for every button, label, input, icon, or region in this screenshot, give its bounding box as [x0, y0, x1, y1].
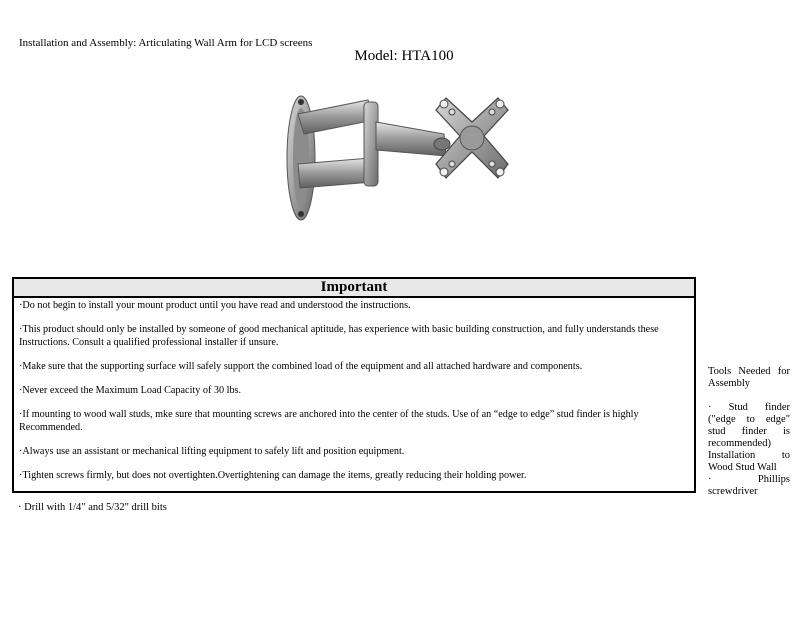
important-title: Important — [14, 279, 694, 298]
tools-heading: Tools Needed for Assembly — [708, 366, 790, 389]
important-item: ·Never exceed the Maximum Load Capacity of 30 lbs. — [19, 385, 242, 396]
tool-item: · Stud finder ("edge to edge" stud finder is recommended) Installation to Wood Stud Wall — [708, 402, 790, 473]
important-list — [14, 298, 694, 482]
tools-sidebar — [708, 366, 790, 498]
important-item: ·Make sure that the supporting surface will safely support the combined load of the equipment and all attached hardware and components. — [19, 361, 583, 372]
model-label: Model: HTA100 — [354, 48, 454, 64]
important-box — [12, 277, 696, 493]
document-title: Installation and Assembly: Articulating Wall Arm for LCD screens — [19, 37, 313, 49]
important-item: ·If mounting to wood wall studs, mke sure that mounting screws are anchored into the center of the studs. Use of an “edge to edge” stud finder is highly Recommended. — [19, 409, 639, 433]
important-item: ·Tighten screws firmly, but does not overtighten.Overtightening can damage the items, greatly reducing their holding power. — [19, 470, 527, 481]
important-item: ·Always use an assistant or mechanical lifting equipment to safely lift and position equipment. — [19, 446, 405, 457]
important-item: ·Do not begin to install your mount product until you have read and understood the instructions. — [19, 300, 411, 311]
important-item: ·This product should only be installed by someone of good mechanical aptitude, has experience with basic building construction, and fully understands these Instructions. Consult a qualified professional installer if unsure. — [19, 324, 659, 348]
model-heading — [0, 48, 808, 65]
drill-bits-note: · Drill with 1/4" and 5/32" drill bits — [18, 502, 167, 513]
tool-item: · Phillips screwdriver — [708, 474, 790, 497]
wall-arm-product-image — [276, 82, 512, 230]
